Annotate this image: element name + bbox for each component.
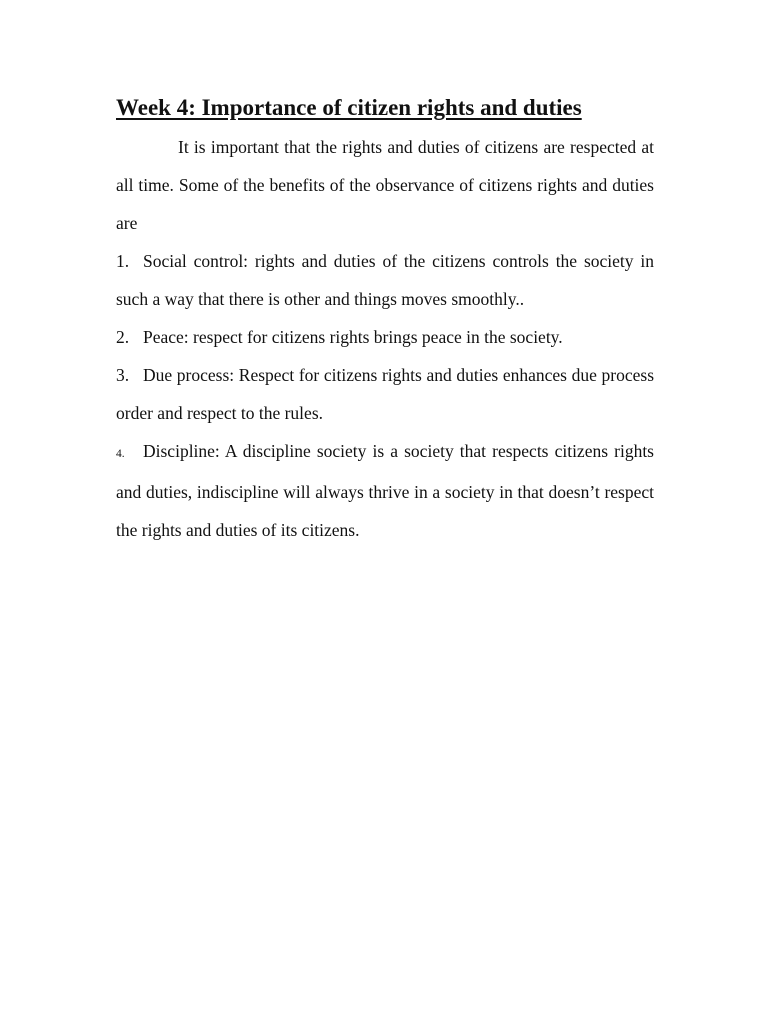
list-item-text: Social control: rights and duties of the citizens controls the society in such a way that there is other and things moves smoothly..	[116, 251, 654, 309]
intro-paragraph: It is important that the rights and duties of citizens are respected at all time. Some of the benefits of the observance of citizens rights and duties are	[116, 137, 654, 233]
document-body	[116, 92, 654, 549]
document-title: Week 4: Importance of citizen rights and duties	[116, 95, 582, 120]
benefits-list	[116, 242, 654, 549]
list-item-number: 3.	[116, 365, 130, 385]
list-item-number: 4.	[116, 448, 125, 460]
list-item	[116, 432, 654, 549]
list-item-text: Discipline: A discipline society is a society that respects citizens rights and duties, indiscipline will always thrive in a society in that doesn’t respect the rights and duties of its citizens.	[116, 441, 654, 540]
list-item	[116, 356, 654, 432]
list-item	[116, 242, 654, 318]
list-item-text: Peace: respect for citizens rights brings peace in the society.	[143, 327, 563, 347]
list-item-number: 1.	[116, 251, 130, 271]
list-item-text: Due process: Respect for citizens rights and duties enhances due process order and respect to the rules.	[116, 365, 654, 423]
list-item	[116, 318, 654, 356]
list-item-number: 2.	[116, 327, 130, 347]
